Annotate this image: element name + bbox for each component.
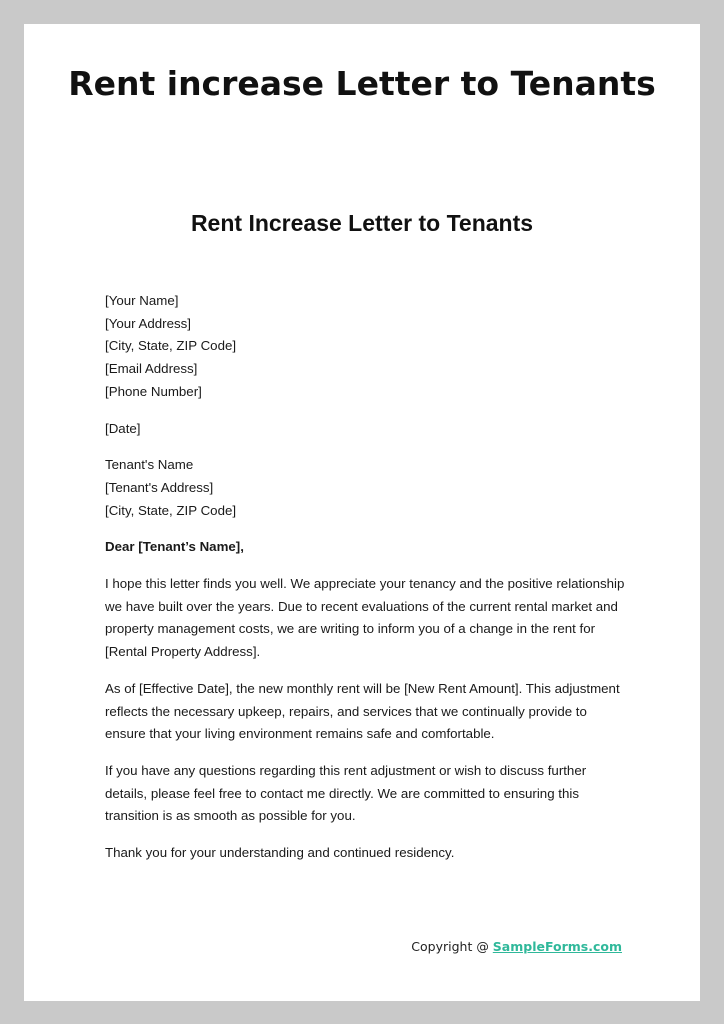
letter-title: Rent Increase Letter to Tenants [190, 210, 534, 236]
paragraph-questions: If you have any questions regarding this rent adjustment or wish to discuss further details, please feel free to contact me directly. We are committed to ensuring this transition is as smooth as possible for you. [105, 762, 587, 824]
copyright-prefix: Copyright @ [411, 939, 493, 954]
sender-address: [Your Address] [105, 315, 191, 331]
banner-title: Rent increase Letter to Tenants [68, 64, 656, 103]
sender-email: [Email Address] [105, 361, 198, 377]
document-page [24, 24, 700, 1001]
sender-block [105, 290, 625, 404]
recipient-name: Tenant's Name [105, 457, 194, 473]
salutation: Dear [Tenant’s Name], [105, 539, 244, 555]
letter-date: [Date] [105, 420, 141, 436]
copyright-footer [411, 939, 622, 954]
recipient-block [105, 454, 625, 522]
sender-city-state-zip: [City, State, ZIP Code] [105, 338, 237, 354]
recipient-city-state-zip: [City, State, ZIP Code] [105, 502, 237, 518]
paragraph-new-rent: As of [Effective Date], the new monthly rent will be [New Rent Amount]. This adjustment reflects the necessary upkeep, repairs, and services that we continually provide to ensure that your living environment remains safe and comfortable. [105, 680, 620, 742]
letter-body [105, 290, 625, 865]
sender-phone: [Phone Number] [105, 383, 202, 399]
date-block [105, 418, 625, 441]
paragraph-closing: Thank you for your understanding and continued residency. [105, 845, 455, 861]
paragraph-intro: I hope this letter finds you well. We appreciate your tenancy and the positive relationship we have built over the years. Due to recent evaluations of the current rental market and property management costs, we are writing to inform you of a change in the rent for [Rental Property Address]. [105, 576, 625, 660]
brand-link[interactable]: SampleForms.com [492, 939, 622, 954]
recipient-address: [Tenant's Address] [105, 479, 214, 495]
sender-name: [Your Name] [105, 293, 179, 308]
